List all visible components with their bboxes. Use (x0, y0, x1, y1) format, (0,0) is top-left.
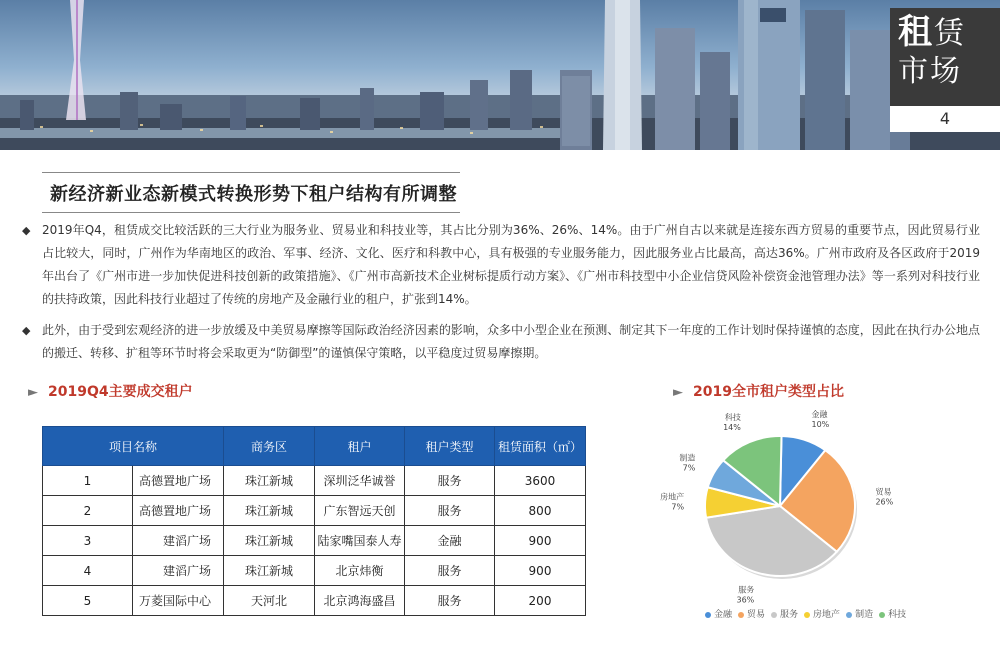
table-row (43, 496, 586, 526)
area: 900 (495, 526, 586, 556)
legend-label: 服务 (780, 610, 799, 620)
tenant: 广东智远天创 (315, 496, 405, 526)
tenant-type: 服务 (405, 496, 495, 526)
page-number: 4 (890, 106, 1000, 132)
tenant: 北京炜衡 (315, 556, 405, 586)
headline-block (42, 172, 460, 213)
pie-label-value: 7% (671, 502, 685, 512)
pie-label-category: 服务 (738, 585, 755, 595)
badge-title-line2: 市场 (898, 54, 962, 89)
row-index: 1 (43, 466, 133, 496)
legend-label: 科技 (888, 610, 907, 620)
project-name: 高德置地广场 (133, 466, 224, 496)
district: 珠江新城 (224, 526, 315, 556)
pie-label-category: 房地产 (660, 492, 685, 502)
triangle-arrow-icon: ► (673, 385, 683, 400)
paragraph-2 (20, 319, 980, 365)
badge-title-line1: 租赁 (898, 12, 966, 52)
area: 200 (495, 586, 586, 616)
legend-swatch (771, 612, 777, 618)
project-name: 建滔广场 (133, 556, 224, 586)
table-row (43, 556, 586, 586)
pie-legend (705, 607, 912, 620)
tenant-type: 服务 (405, 586, 495, 616)
district: 珠江新城 (224, 556, 315, 586)
pie-label-value: 7% (682, 463, 696, 473)
area: 900 (495, 556, 586, 586)
project-name: 建滔广场 (133, 526, 224, 556)
diamond-bullet-icon: ◆ (22, 224, 31, 237)
table-row (43, 526, 586, 556)
legend-label: 贸易 (747, 610, 766, 620)
city-skyline-illustration (0, 0, 1000, 150)
row-index: 5 (43, 586, 133, 616)
table-row (43, 466, 586, 496)
pie-label-value: 36% (736, 595, 755, 605)
tenant-type: 金融 (405, 526, 495, 556)
legend-item (705, 607, 732, 620)
headline-title: 新经济新业态新模式转换形势下租户结构有所调整 (50, 184, 457, 205)
legend-label: 房地产 (813, 610, 841, 620)
tenant-type-pie-chart (660, 405, 920, 605)
col-header-type: 租户类型 (405, 427, 495, 466)
legend-swatch (705, 612, 711, 618)
tenant: 北京鸿海盛昌 (315, 586, 405, 616)
headline-bottom-rule (42, 212, 460, 213)
header-banner (0, 0, 1000, 150)
project-name: 万菱国际中心 (133, 586, 224, 616)
pie-label-value: 14% (723, 422, 741, 432)
table-header-row (43, 427, 586, 466)
paragraph-1 (20, 219, 980, 311)
row-index: 3 (43, 526, 133, 556)
district: 珠江新城 (224, 466, 315, 496)
legend-item (846, 607, 873, 620)
pie-label-category: 科技 (724, 412, 741, 422)
pie-label-value: 26% (875, 497, 894, 507)
col-header-project: 项目名称 (43, 427, 224, 466)
legend-swatch (846, 612, 852, 618)
legend-swatch (738, 612, 744, 618)
triangle-arrow-icon: ► (28, 385, 38, 400)
table-row (43, 586, 586, 616)
paragraph-text: 此外，由于受到宏观经济的进一步放缓及中美贸易摩擦等国际政治经济因素的影响，众多中小型企业在预测、制定其下一年度的工作计划时保持谨慎的态度，因此在执行办公地点的搬迁、转移、扩租等环节时将会采取更为“防御型”的谨慎保守策略，以平稳度过贸易摩擦期。 (42, 323, 980, 360)
district: 珠江新城 (224, 496, 315, 526)
row-index: 4 (43, 556, 133, 586)
diamond-bullet-icon: ◆ (22, 324, 31, 337)
legend-item (879, 607, 906, 620)
legend-item (738, 607, 765, 620)
project-name: 高德置地广场 (133, 496, 224, 526)
section-title-pie: ► 2019全市租户类型占比 (673, 384, 844, 400)
pie-label-category: 贸易 (875, 487, 892, 497)
section-title-tenants: ► 2019Q4主要成交租户 (28, 384, 193, 400)
tenant: 陆家嘴国泰人寿 (315, 526, 405, 556)
legend-label: 制造 (855, 610, 874, 620)
tenant: 深圳泛华诚誉 (315, 466, 405, 496)
tenants-table (42, 426, 586, 616)
col-header-area: 租赁面积（㎡） (495, 427, 586, 466)
pie-label-category: 制造 (679, 453, 696, 463)
tenant-type: 服务 (405, 466, 495, 496)
legend-label: 金融 (714, 610, 733, 620)
tenant-type: 服务 (405, 556, 495, 586)
area: 3600 (495, 466, 586, 496)
legend-item (804, 607, 840, 620)
pie-label-category: 金融 (811, 410, 828, 420)
legend-item (771, 607, 798, 620)
legend-swatch (879, 612, 885, 618)
legend-swatch (804, 612, 810, 618)
row-index: 2 (43, 496, 133, 526)
pie-label-value: 10% (811, 420, 830, 430)
section-badge (890, 8, 1000, 132)
col-header-tenant: 租户 (315, 427, 405, 466)
paragraph-text: 2019年Q4，租赁成交比较活跃的三大行业为服务业、贸易业和科技业等，其占比分别为36%、26%、14%。由于广州自古以来就是连接东西方贸易的重要节点，因此贸易行业占比较大，同时，广州作为华南地区的政治、军事、经济、文化、医疗和科教中心，具有极强的专业服务能力，因此服务业占比最高，高达36%。广州市政府及各区政府于2019年出台了《广州市进一步加快促进科技创新的政策措施》、《广州市高新技术企业树标提质行动方案》、《广州市科技型中小企业信贷风险补偿资金池管理办法》等一系列对科技行业的扶持政策，因此科技行业超过了传统的房地产及金融行业的租户，扩张到14%。 (42, 223, 980, 306)
area: 800 (495, 496, 586, 526)
district: 天河北 (224, 586, 315, 616)
col-header-district: 商务区 (224, 427, 315, 466)
